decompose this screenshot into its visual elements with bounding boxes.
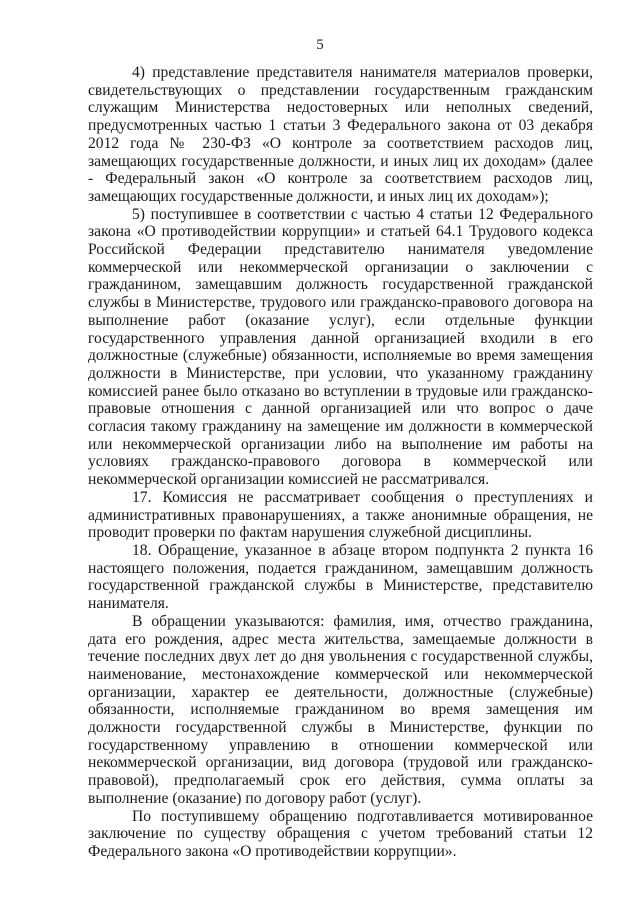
paragraph-clause-17: 17. Комиссия не рассматривает сообщения о преступлениях и административных правонарушениях, а также анонимные обращения, не проводит проверки по фактам нарушения служебной дисциплины. [88, 488, 593, 542]
paragraph-item-5: 5) поступившее в соответствии с частью 4 статьи 12 Федерального закона «О противодействии коррупции» и статьей 64.1 Трудового кодекса Российской Федерации представителю нанимателя уведомление коммерческой или некоммерческой организации о заключении с гражданином, замещавшим должность государственной гражданской службы в Министерстве, трудового или гражданско-правового договора на выполнение работ (оказание услуг), если отдельные функции государственного управления данной организацией входили в его должностные (служебные) обязанности, исполняемые во время замещения должности в Министерстве, при условии, что указанному гражданину комиссией ранее было отказано во вступлении в трудовые или гражданско-правовые отношения с данной организацией или что вопрос о даче согласия такому гражданину на замещение им должности в коммерческой или некоммерческой организации либо на выполнение им работы на условиях гражданско-правового договора в коммерческой или некоммерческой организации комиссией не рассматривался. [88, 205, 593, 489]
paragraph-appeal-contents: В обращении указываются: фамилия, имя, отчество гражданина, дата его рождения, адрес места жительства, замещаемые должности в течение последних двух лет до дня увольнения с государственной службы, наименование, местонахождение коммерческой или некоммерческой организации, характер ее деятельности, должностные (служебные) обязанности, исполняемые гражданином во время замещения им должности государственной службы в Министерстве, функции по государственному управлению в отношении коммерческой или некоммерческой организации, вид договора (трудовой или гражданско-правовой), предполагаемый срок его действия, сумма оплаты за выполнение (оказание) по договору работ (услуг). [88, 612, 593, 807]
document-body [88, 64, 593, 861]
paragraph-conclusion: По поступившему обращению подготавливается мотивированное заключение по существу обращения с учетом требований статьи 12 Федерального закона «О противодействии коррупции». [88, 807, 593, 860]
paragraph-item-4: 4) представление представителя нанимателя материалов проверки, свидетельствующих о представлении государственным гражданским служащим Министерства недостоверных или неполных сведений, предусмотренных частью 1 статьи 3 Федерального закона от 03 декабря 2012 года № 230-ФЗ «О контроле за соответствием расходов лиц, замещающих государственные должности, и иных лиц их доходам» (далее - Федеральный закон «О контроле за соответствием расходов лиц, замещающих государственные должности, и иных лиц их доходам»); [88, 64, 593, 205]
page-number: 5 [316, 37, 324, 53]
paragraph-clause-18: 18. Обращение, указанное в абзаце втором подпункта 2 пункта 16 настоящего положения, подается гражданином, замещавшим должность государственной гражданской службы в Министерстве, представителю нанимателя. [88, 541, 593, 613]
